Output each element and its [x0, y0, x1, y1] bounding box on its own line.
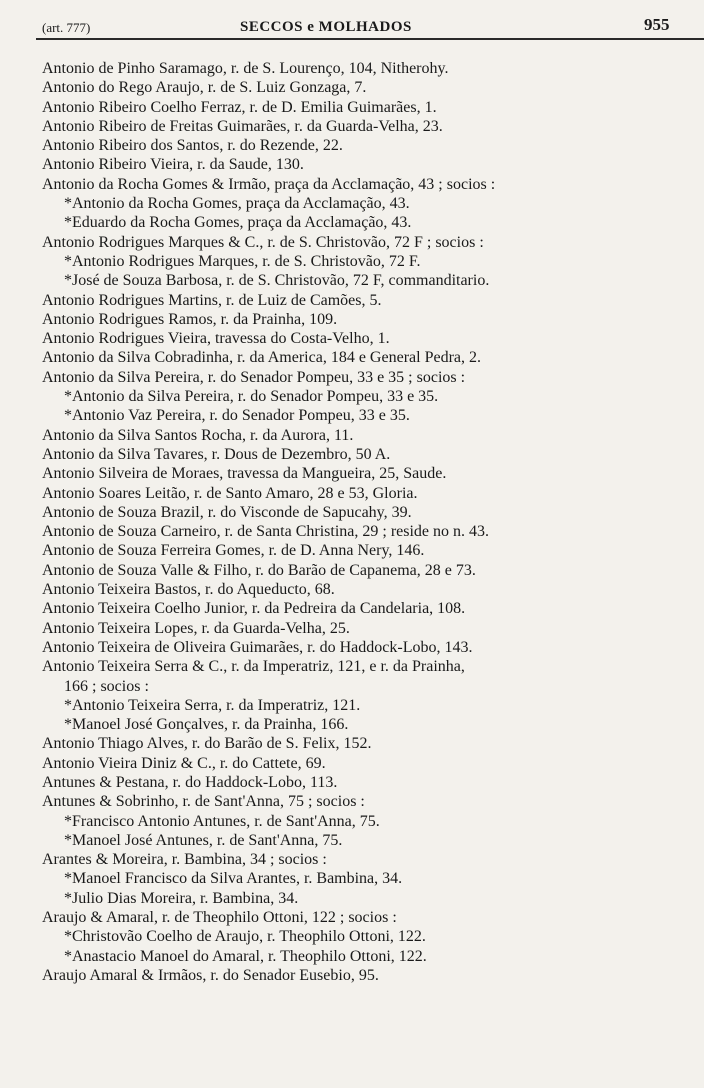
directory-entry: Antonio de Souza Ferreira Gomes, r. de D. Anna Nery, 146. — [42, 542, 425, 560]
directory-entry: Antonio de Pinho Saramago, r. de S. Lourenço, 104, Nitherohy. — [42, 60, 449, 77]
directory-entry: Antonio Rodrigues Ramos, r. da Prainha, 109. — [42, 310, 338, 328]
partner-entry: *Antonio Rodrigues Marques, r. de S. Christovão, 72 F. — [64, 252, 421, 270]
partner-entry: *Manoel José Antunes, r. de Sant'Anna, 75. — [64, 831, 343, 849]
directory-entry: Antonio Rodrigues Marques & C., r. de S. Christovão, 72 F ; socios : — [42, 233, 484, 251]
directory-entry: Antonio da Silva Cobradinha, r. da America, 184 e General Pedra, 2. — [42, 349, 481, 367]
directory-entry: Antunes & Sobrinho, r. de Sant'Anna, 75 ; socios : — [42, 793, 365, 811]
partner-entry: *Antonio da Rocha Gomes, praça da Acclamação, 43. — [64, 195, 410, 213]
partner-entry: *José de Souza Barbosa, r. de S. Christovão, 72 F, commanditario. — [64, 272, 490, 290]
directory-entry: Antonio da Rocha Gomes & Irmão, praça da Acclamação, 43 ; socios : — [42, 175, 496, 193]
directory-entry: Antonio Rodrigues Martins, r. de Luiz de Camões, 5. — [42, 291, 382, 309]
partner-entry: *Anastacio Manoel do Amaral, r. Theophilo Ottoni, 122. — [64, 947, 427, 965]
partner-entry: *Antonio Vaz Pereira, r. do Senador Pompeu, 33 e 35. — [64, 407, 410, 425]
directory-entry: Antonio da Silva Santos Rocha, r. da Aurora, 11. — [42, 426, 354, 444]
directory-entry: Antonio Ribeiro Vieira, r. da Saude, 130. — [42, 156, 304, 174]
partner-entry: *Antonio da Silva Pereira, r. do Senador Pompeu, 33 e 35. — [64, 388, 439, 406]
article-reference: (art. 777) — [42, 20, 91, 35]
directory-entry: Antonio Teixeira Coelho Junior, r. da Pedreira da Candelaria, 108. — [42, 600, 466, 618]
directory-entry: Antonio da Silva Pereira, r. do Senador Pompeu, 33 e 35 ; socios : — [42, 368, 466, 386]
directory-entry: Antonio de Souza Valle & Filho, r. do Barão de Capanema, 28 e 73. — [42, 561, 476, 579]
directory-entry: Antonio Silveira de Moraes, travessa da Mangueira, 25, Saude. — [42, 465, 447, 483]
directory-entry: Antonio Teixeira de Oliveira Guimarães, r. do Haddock-Lobo, 143. — [42, 638, 473, 656]
partner-entry: 166 ; socios : — [64, 677, 149, 695]
partner-entry: *Christovão Coelho de Araujo, r. Theophilo Ottoni, 122. — [64, 928, 426, 946]
partner-entry: *Eduardo da Rocha Gomes, praça da Acclamação, 43. — [64, 214, 412, 232]
directory-entry: Antonio Thiago Alves, r. do Barão de S. Felix, 152. — [42, 735, 372, 753]
directory-entry: Antonio da Silva Tavares, r. Dous de Dezembro, 50 A. — [42, 445, 391, 463]
directory-entry: Antonio de Souza Carneiro, r. de Santa Christina, 29 ; reside no n. 43. — [42, 523, 490, 541]
section-title: SECCOS e MOLHADOS — [240, 19, 412, 35]
directory-entry: Arantes & Moreira, r. Bambina, 34 ; socios : — [42, 851, 327, 869]
partner-entry: *Manoel José Gonçalves, r. da Prainha, 166. — [64, 716, 349, 734]
partner-entry: *Antonio Teixeira Serra, r. da Imperatriz, 121. — [64, 696, 361, 714]
directory-entry: Araujo & Amaral, r. de Theophilo Ottoni, 122 ; socios : — [42, 909, 397, 927]
partner-entry: *Julio Dias Moreira, r. Bambina, 34. — [64, 889, 299, 907]
directory-entry: Antonio Teixeira Lopes, r. da Guarda-Velha, 25. — [42, 619, 350, 637]
directory-entry: Antonio de Souza Brazil, r. do Visconde de Sapucahy, 39. — [42, 503, 412, 521]
partner-entry: *Manoel Francisco da Silva Arantes, r. Bambina, 34. — [64, 870, 403, 888]
directory-entry: Antonio do Rego Araujo, r. de S. Luiz Gonzaga, 7. — [42, 79, 367, 97]
directory-entry: Antonio Rodrigues Vieira, travessa do Costa-Velho, 1. — [42, 330, 390, 348]
directory-entry: Antonio Teixeira Bastos, r. do Aqueducto, 68. — [42, 581, 335, 599]
directory-entry: Araujo Amaral & Irmãos, r. do Senador Eusebio, 95. — [42, 966, 379, 984]
partner-entry: *Francisco Antonio Antunes, r. de Sant'Anna, 75. — [64, 812, 380, 830]
directory-entry: Antonio Vieira Diniz & C., r. do Cattete, 69. — [42, 754, 326, 772]
header-rule — [36, 38, 704, 40]
directory-entry: Antonio Teixeira Serra & C., r. da Imperatriz, 121, e r. da Prainha, — [42, 658, 465, 676]
directory-entry: Antonio Ribeiro de Freitas Guimarães, r. da Guarda-Velha, 23. — [42, 117, 443, 135]
directory-entry: Antonio Ribeiro dos Santos, r. do Rezende, 22. — [42, 137, 343, 155]
page-number: 955 — [644, 15, 670, 34]
directory-entry: Antonio Soares Leitão, r. de Santo Amaro, 28 e 53, Gloria. — [42, 484, 418, 502]
page-header — [0, 0, 704, 44]
directory-entry: Antunes & Pestana, r. do Haddock-Lobo, 113. — [42, 773, 338, 791]
directory-entries — [0, 59, 704, 985]
directory-entry: Antonio Ribeiro Coelho Ferraz, r. de D. Emilia Guimarães, 1. — [42, 98, 437, 116]
